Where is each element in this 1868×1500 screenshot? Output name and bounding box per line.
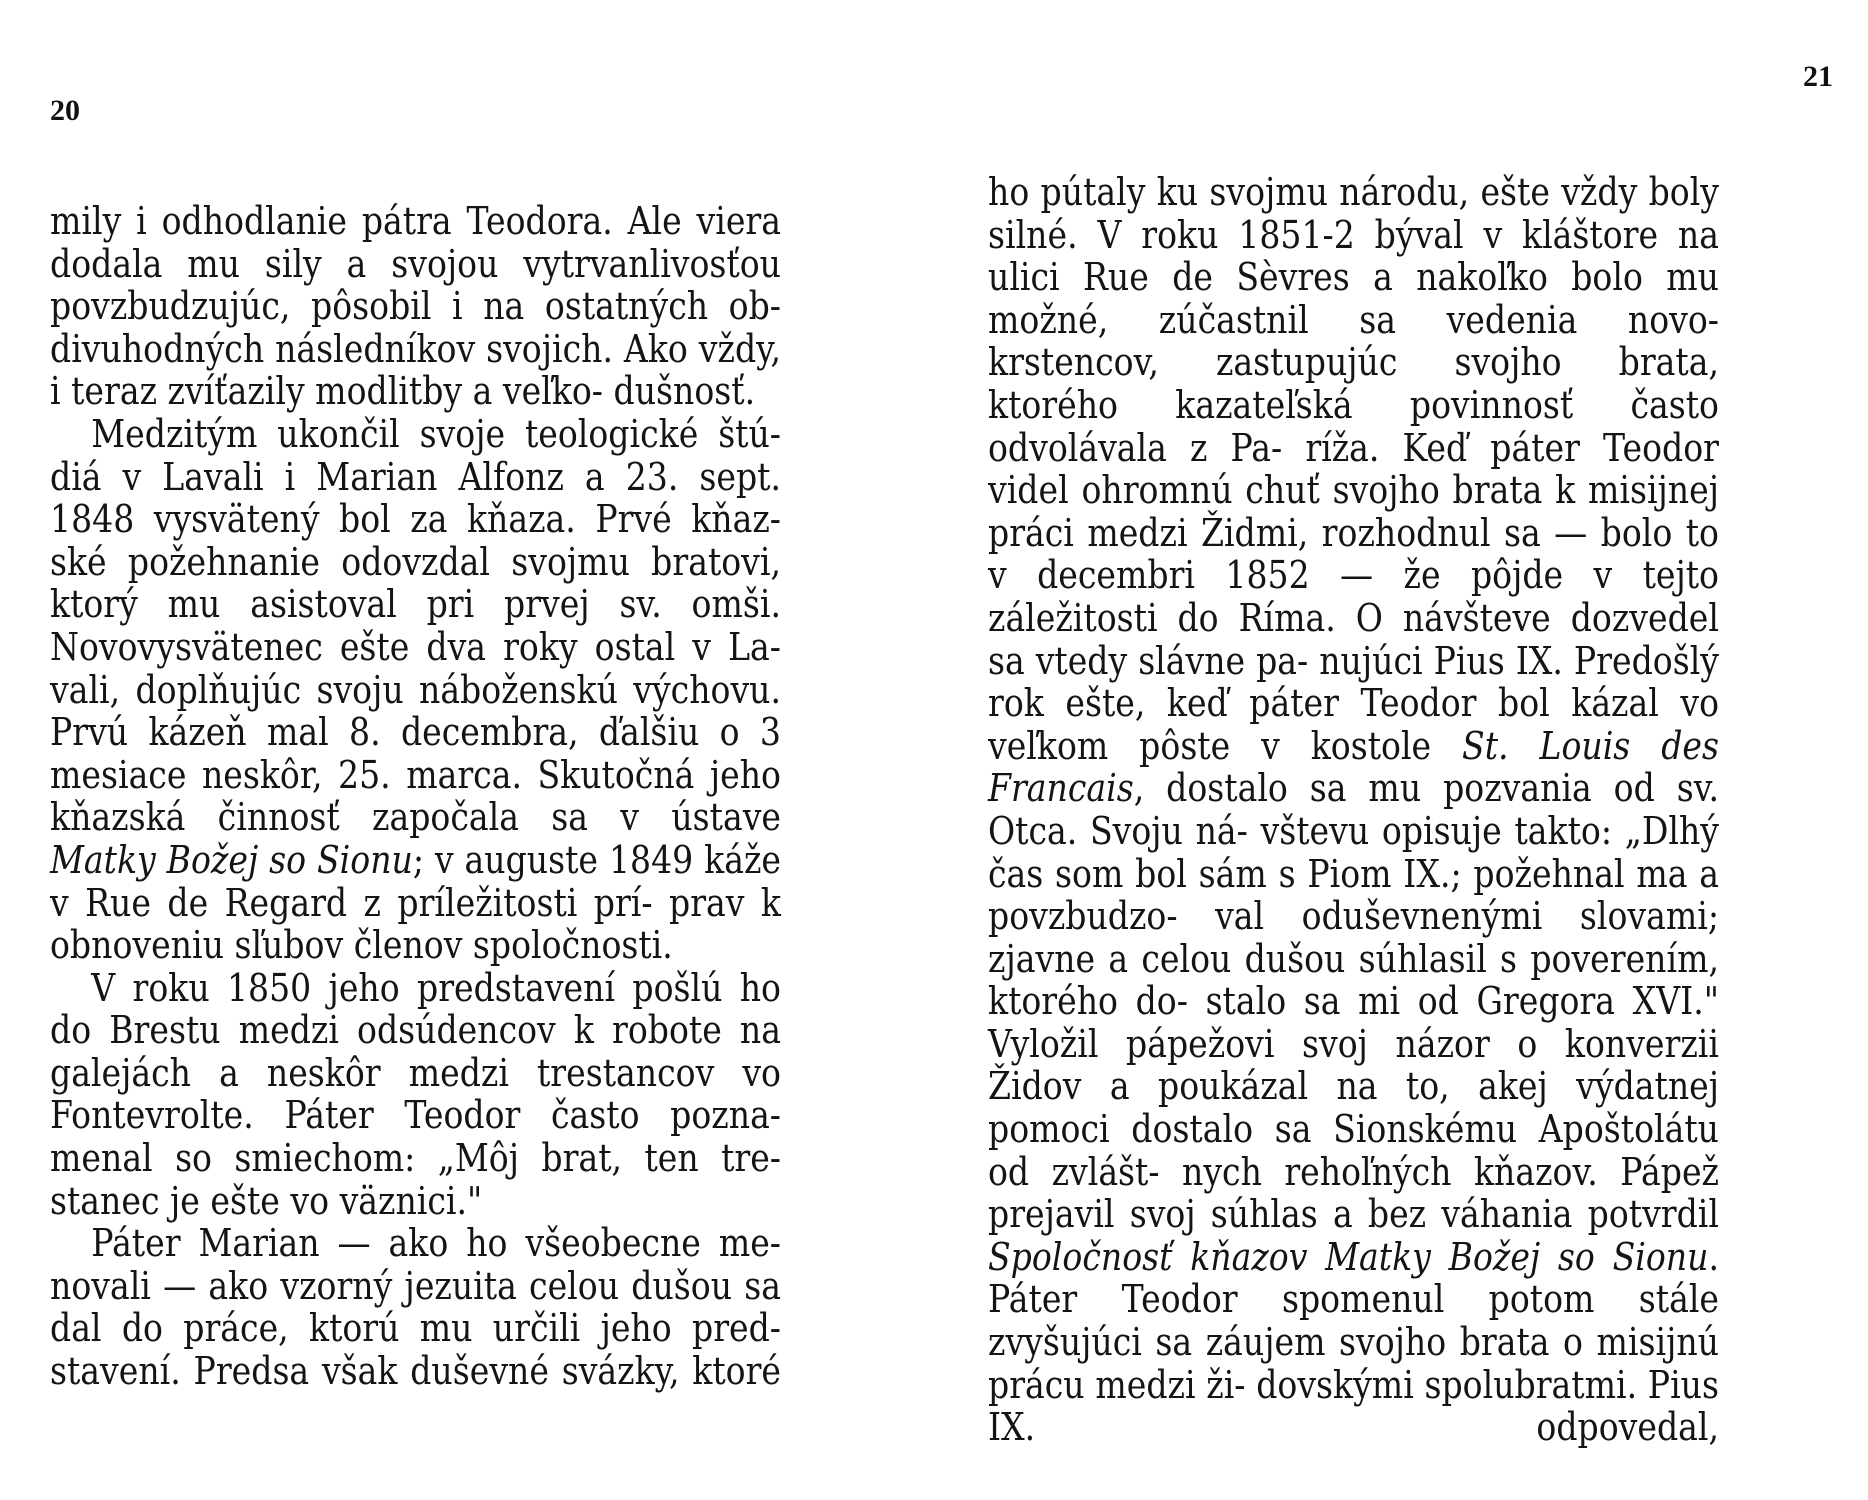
text-line: novali — ako vzorný jezuita celou dušou	[50, 1263, 733, 1309]
italic-society-name: Spoločnosť	[988, 1234, 1173, 1280]
text-line: , dostalo	[1133, 766, 1288, 812]
text-line: sa mu pozvania od sv. Otca. Svoju ná-	[988, 766, 1719, 854]
text-line: 1848 vysvätený bol za kňaza. Prvé kňaz-	[50, 497, 781, 543]
left-page-number: 20	[50, 94, 80, 127]
text-line: svojho brata o misijnú prácu medzi ži-	[988, 1320, 1719, 1408]
text-line: boly silné. V roku 1851-2 býval v kláštore	[988, 170, 1719, 258]
text-line: Medzitým ukončil svoje teologické štú-	[91, 411, 781, 457]
text-line: ktorý mu asistoval pri prvej sv. omši.	[50, 582, 781, 628]
text-line: súhlas a bez váhania potvrdil	[1210, 1192, 1719, 1238]
text-line: divuhodných následníkov svojich. Ako	[50, 326, 688, 372]
italic-church-name: St. Louis des Francais	[988, 723, 1719, 812]
text-line: ské požehnanie odovzdal svojmu bratovi,	[50, 539, 781, 585]
text-line: mu možné, zúčastnil sa vedenia novo-	[988, 255, 1719, 343]
text-line: . Páter Teodor	[988, 1234, 1719, 1323]
paragraph	[50, 1223, 781, 1393]
text-line: — že pôjde v tejto záležitosti do Ríma.	[988, 553, 1719, 641]
paragraph	[50, 965, 781, 1224]
italic-title: Matky Božej so Sionu	[50, 837, 413, 883]
right-page-text	[988, 172, 1719, 1450]
text-line: V roku 1850 jeho predstavení pošlú ho	[91, 965, 781, 1011]
right-page-number: 21	[1803, 60, 1833, 93]
text-line: nych rehoľných kňazov. Pápež prejavil svoj	[988, 1149, 1719, 1238]
text-line: stalo sa mi od Gregora XVI." Vyložil	[988, 979, 1719, 1067]
text-line: stanec je ešte vo väznici."	[50, 1178, 483, 1224]
text-line: na ulici Rue de Sèvres a nakoľko bolo	[988, 212, 1719, 301]
text-line: v kostole	[1261, 723, 1463, 769]
text-line: páter Teodor bol kázal vo veľkom pôste	[988, 681, 1719, 769]
text-line: menal so smiechom: „Môj brat, ten tre-	[50, 1136, 781, 1182]
text-line: a poukázal na to, akej výdatnej pomoci	[988, 1064, 1719, 1153]
text-line: káže v Rue de Regard z príležitosti prí-	[50, 837, 781, 926]
text-line: svojho brata k misijnej práci medzi Židmi,	[988, 468, 1719, 556]
paragraph	[50, 201, 781, 414]
text-line: dodala mu sily a svojou vytrvanlivosťou	[50, 241, 781, 287]
text-line: ; v auguste 1849	[412, 837, 694, 883]
left-page-text	[50, 201, 781, 1394]
text-line: Prvú kázeň mal 8. decembra, ďalšiu o 3	[50, 710, 781, 756]
text-line: pápežovi svoj názor o konverzii Židov	[988, 1021, 1719, 1110]
text-line: ho pútaly ku svojmu národu, ešte vždy	[988, 170, 1638, 215]
text-line: sám s Piom IX.; požehnal ma a povzbudzo-	[988, 851, 1719, 940]
text-line: dušnosť.	[613, 369, 756, 415]
text-line: do Brestu medzi odsúdencov k robote na	[50, 1008, 781, 1054]
text-line: dovskými spolubratmi. Pius IX. odpovedal,	[988, 1362, 1719, 1451]
text-line: nujúci Pius IX. Predošlý rok ešte, keď	[988, 638, 1719, 727]
text-line: vštevu opisuje takto: „Dlhý čas som bol	[988, 808, 1720, 897]
text-line: spomenul potom stále zvyšujúci sa záujem	[988, 1277, 1719, 1366]
text-line: sa dal do práce, ktorú mu určili jeho pred-	[50, 1263, 781, 1352]
text-line: mesiace neskôr, 25. marca. Skutočná jeho	[50, 752, 781, 798]
text-line: Páter Marian — ako ho všeobecne me-	[91, 1221, 781, 1267]
text-line: vždy, i teraz zvíťazily modlitby a veľko-	[50, 326, 781, 415]
text-line: povzbudzujúc, pôsobil i na ostatných ob-	[50, 284, 781, 330]
text-line: ríža. Keď páter Teodor videl ohromnú chuť	[988, 425, 1719, 514]
text-line: dušou súhlasil s poverením, ktorého do-	[988, 936, 1719, 1025]
text-line: mily i odhodlanie pátra Teodora. Ale viera	[50, 199, 781, 244]
text-line: Novovysvätenec ešte dva roky ostal v La-	[50, 624, 781, 670]
paragraph	[50, 411, 781, 969]
text-line: rozhodnul sa — bolo to v decembri 1852	[988, 510, 1719, 599]
text-line: dostalo sa Sionskému Apoštolátu od zvlášt-	[988, 1107, 1719, 1195]
text-line: diá v Lavali i Marian Alfonz a 23. sept.	[50, 454, 781, 500]
text-line: galejách a neskôr medzi trestancov vo	[50, 1050, 781, 1096]
text-line: prav k obnoveniu sľubov členov spoločnosti.	[50, 880, 781, 969]
text-line: kazateľská povinnosť často odvolávala z Pa-	[988, 382, 1719, 471]
text-line: stavení. Predsa však duševné svázky, ktoré	[50, 1349, 781, 1395]
text-line: vali, doplňujúc svoju náboženskú výchovu.	[50, 667, 781, 713]
text-line: kňazská činnosť započala sa v ústave	[50, 795, 781, 841]
italic-society-name: kňazov Matky Božej so Sionu	[1190, 1234, 1709, 1280]
paragraph	[988, 172, 1719, 1450]
text-line: O návšteve dozvedel sa vtedy slávne pa-	[988, 595, 1719, 684]
text-line: Fontevrolte. Páter Teodor často pozna-	[50, 1093, 781, 1139]
text-line: krstencov, zastupujúc svojho brata, ktorého	[988, 340, 1719, 428]
text-line: val oduševnenými slovami; zjavne a celou	[988, 894, 1719, 982]
